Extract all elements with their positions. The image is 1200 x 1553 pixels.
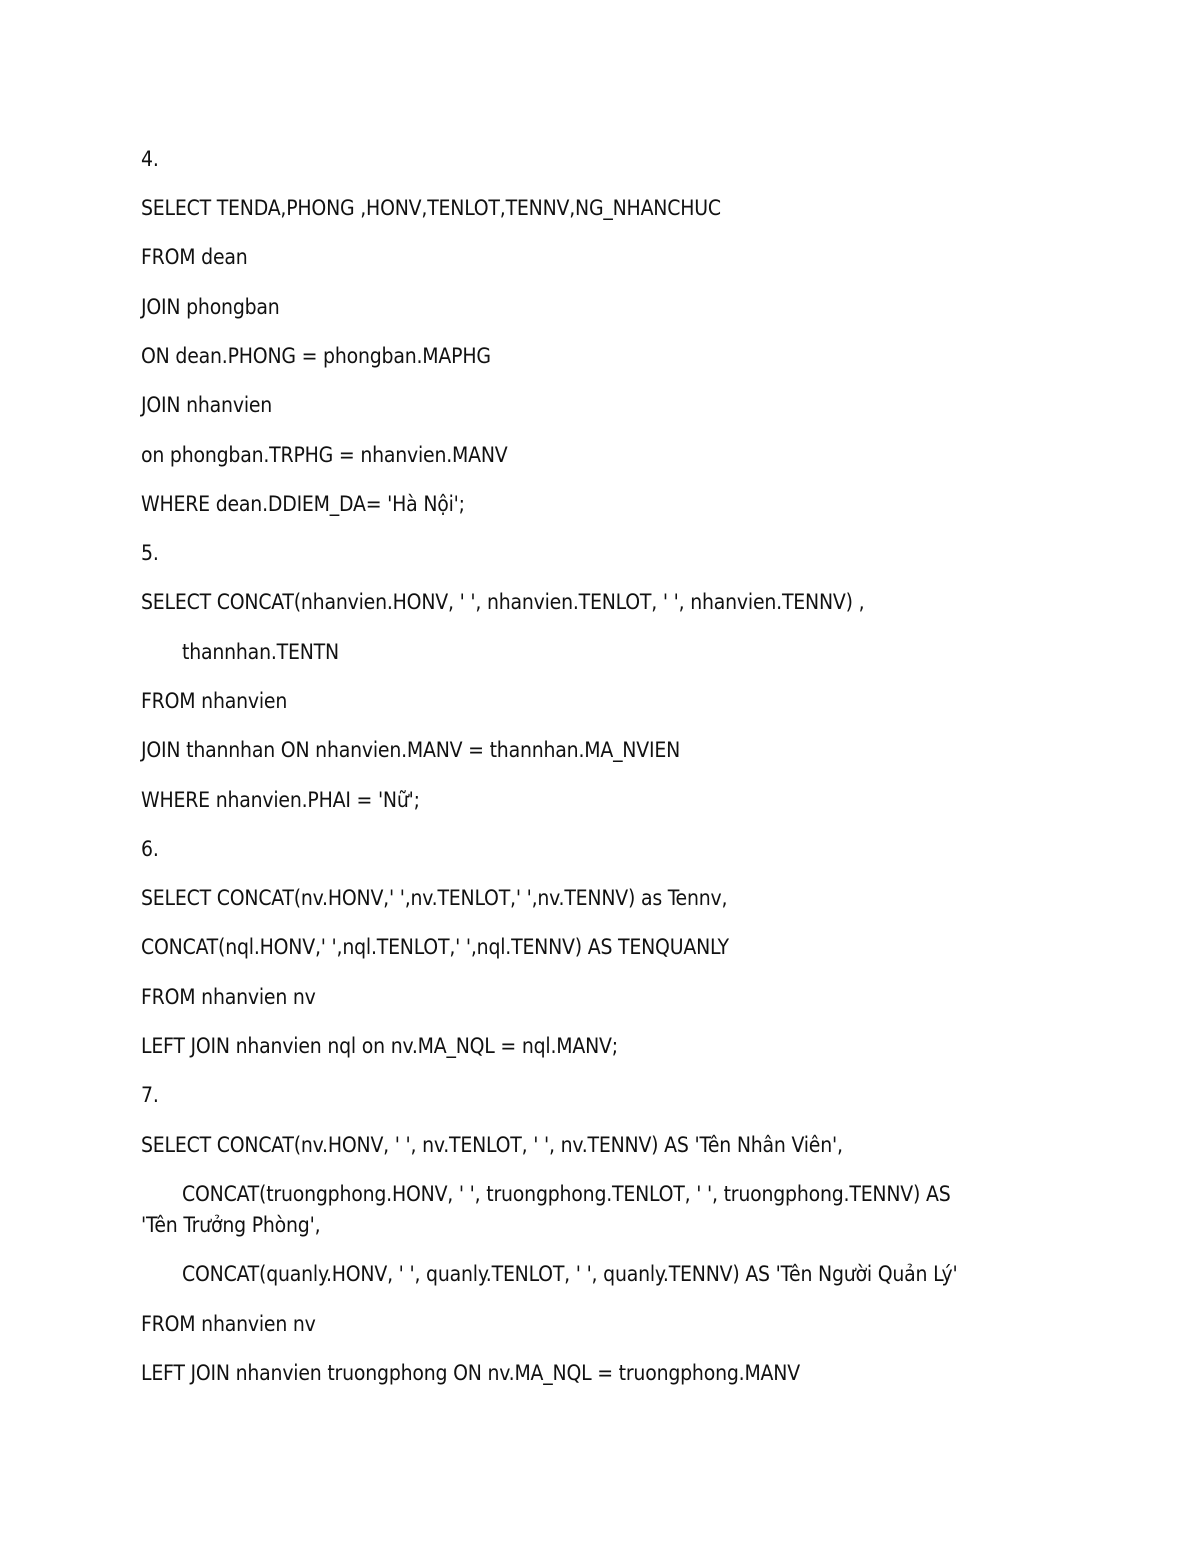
code-line: FROM dean [141,245,248,269]
code-line: on phongban.TRPHG = nhanvien.MANV [141,443,508,467]
code-line: SELECT TENDA,PHONG ,HONV,TENLOT,TENNV,NG_NHANCHUC [141,196,721,220]
code-line: WHERE dean.DDIEM_DA= 'Hà Nội'; [141,492,465,516]
code-line: LEFT JOIN nhanvien truongphong ON nv.MA_NQL = truongphong.MANV [141,1361,800,1385]
code-line: SELECT CONCAT(nv.HONV,' ',nv.TENLOT,' ',nv.TENNV) as Tennv, [141,886,728,910]
code-line: 'Tên Trưởng Phòng', [141,1213,321,1237]
code-line: thannhan.TENTN [182,640,339,664]
code-line: JOIN nhanvien [141,393,273,417]
code-line: SELECT CONCAT(nv.HONV, ' ', nv.TENLOT, ' ', nv.TENNV) AS 'Tên Nhân Viên', [141,1133,843,1157]
code-line: FROM nhanvien nv [141,1312,316,1336]
code-line: CONCAT(nql.HONV,' ',nql.TENLOT,' ',nql.TENNV) AS TENQUANLY [141,935,729,959]
code-line: FROM nhanvien [141,689,288,713]
code-line: ON dean.PHONG = phongban.MAPHG [141,344,491,368]
section-number-7: 7. [141,1083,159,1107]
section-number-6: 6. [141,837,159,861]
code-line: CONCAT(truongphong.HONV, ' ', truongphong.TENLOT, ' ', truongphong.TENNV) AS [182,1182,951,1206]
code-line: JOIN thannhan ON nhanvien.MANV = thannhan.MA_NVIEN [141,738,680,762]
code-line: JOIN phongban [141,295,280,319]
section-number-5: 5. [141,541,159,565]
code-line: CONCAT(quanly.HONV, ' ', quanly.TENLOT, ' ', quanly.TENNV) AS 'Tên Người Quản Lý' [182,1262,958,1286]
code-line: SELECT CONCAT(nhanvien.HONV, ' ', nhanvien.TENLOT, ' ', nhanvien.TENNV) , [141,590,865,614]
code-line: LEFT JOIN nhanvien nql on nv.MA_NQL = nql.MANV; [141,1034,618,1058]
section-number-4: 4. [141,147,159,171]
code-line: WHERE nhanvien.PHAI = 'Nữ'; [141,788,420,812]
code-line: FROM nhanvien nv [141,985,316,1009]
